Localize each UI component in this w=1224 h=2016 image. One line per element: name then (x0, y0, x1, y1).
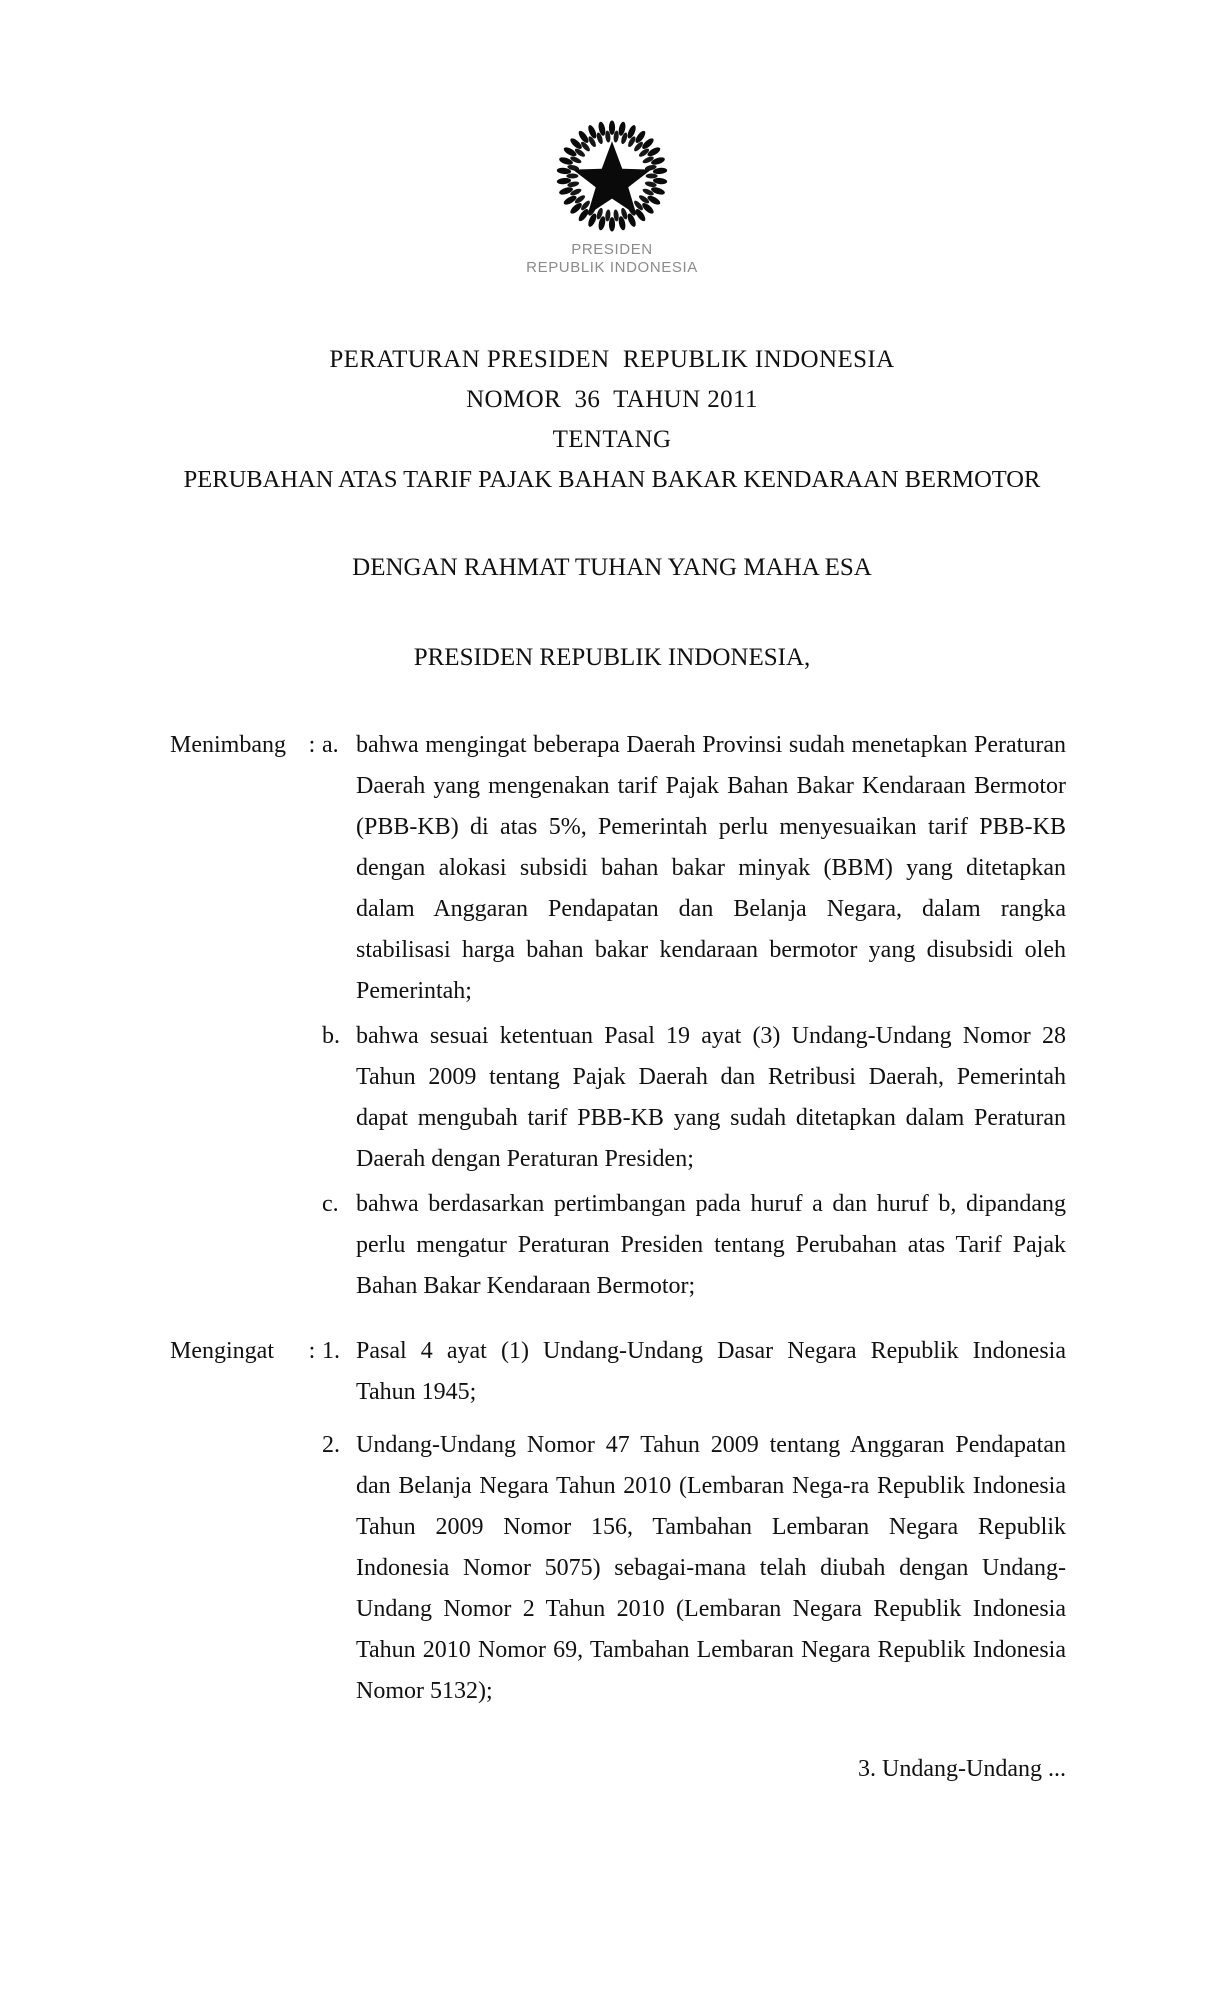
document-body (170, 725, 1066, 1738)
list-item-marker: c. (322, 1191, 339, 1217)
list-item (322, 1331, 1066, 1413)
list-item-text: Undang-Undang Nomor 47 Tahun 2009 tentang Anggaran Pendapatan dan Belanja Negara Tahun 2010 (Lembaran Nega-ra Republik Indonesia Tahun 2009 Nomor 156, Tambahan Lembaran Negara Republik Indonesia Nomor 5075) sebagai-mana telah diubah dengan Undang-Undang Nomor 2 Tahun 2010 (Lembaran Negara Republik Indonesia Tahun 2010 Nomor 69, Tambahan Lembaran Negara Republik Indonesia Nomor 5132); (356, 1432, 1066, 1704)
list-item (322, 1425, 1066, 1712)
emblem-block (0, 118, 1224, 277)
title-subject: PERUBAHAN ATAS TARIF PAJAK BAHAN BAKAR KENDARAAN BERMOTOR (183, 466, 1041, 493)
legal-basis-section (170, 1331, 1066, 1724)
list-item-marker: b. (322, 1023, 340, 1049)
list-item-text: bahwa mengingat beberapa Daerah Provinsi sudah menetapkan Peraturan Daerah yang mengenakan tarif Pajak Bahan Bakar Kendaraan Bermotor (PBB-KB) di atas 5%, Pemerintah perlu menyesuaikan tarif PBB-KB dengan alokasi subsidi bahan bakar minyak (BBM) yang ditetapkan dalam Anggaran Pendapatan dan Belanja Negara, dalam rangka stabilisasi harga bahan bakar kendaraan bermotor yang disubsidi oleh Pemerintah; (356, 732, 1066, 1004)
legal-basis-list (322, 1331, 1066, 1724)
list-item (322, 725, 1066, 1012)
document-title-block (100, 340, 1124, 500)
list-item-text: bahwa berdasarkan pertimbangan pada huruf a dan huruf b, dipandang perlu mengatur Peraturan Presiden tentang Perubahan atas Tarif Pajak Bahan Bakar Kendaraan Bermotor; (356, 1191, 1066, 1299)
issuer-byline: PRESIDEN REPUBLIK INDONESIA, (413, 644, 811, 671)
considerations-list (322, 725, 1066, 1311)
legal-basis-label: Mengingat (170, 1338, 274, 1364)
list-item-marker: 2. (322, 1432, 340, 1458)
garuda-star-wreath-emblem-icon (554, 118, 670, 234)
list-item-text: Pasal 4 ayat (1) Undang-Undang Dasar Negara Republik Indonesia Tahun 1945; (356, 1338, 1066, 1405)
list-item (322, 1184, 1066, 1307)
emblem-caption-line1: PRESIDEN (571, 241, 653, 258)
page-catchword: 3. Undang-Undang ... (858, 1756, 1066, 1782)
considerations-label: Menimbang (170, 732, 286, 758)
title-regulation-type: PERATURAN PRESIDEN REPUBLIK INDONESIA (329, 346, 895, 373)
list-item-text: bahwa sesuai ketentuan Pasal 19 ayat (3) Undang-Undang Nomor 28 Tahun 2009 tentang Pajak Daerah dan Retribusi Daerah, Pemerintah dapat mengubah tarif PBB-KB yang sudah ditetapkan dalam Peraturan Daerah dengan Peraturan Presiden; (356, 1023, 1066, 1172)
legal-basis-colon: : (308, 1338, 316, 1364)
title-number-year: NOMOR 36 TAHUN 2011 (466, 386, 758, 413)
title-tentang: TENTANG (552, 426, 672, 453)
list-item-marker: a. (322, 732, 339, 758)
emblem-caption-line2: REPUBLIK INDONESIA (526, 259, 698, 276)
list-item (322, 1016, 1066, 1180)
emblem-caption (0, 241, 1224, 277)
considerations-colon: : (308, 732, 316, 758)
considerations-section (170, 725, 1066, 1311)
invocation-line: DENGAN RAHMAT TUHAN YANG MAHA ESA (352, 554, 872, 581)
list-item-marker: 1. (322, 1338, 340, 1364)
